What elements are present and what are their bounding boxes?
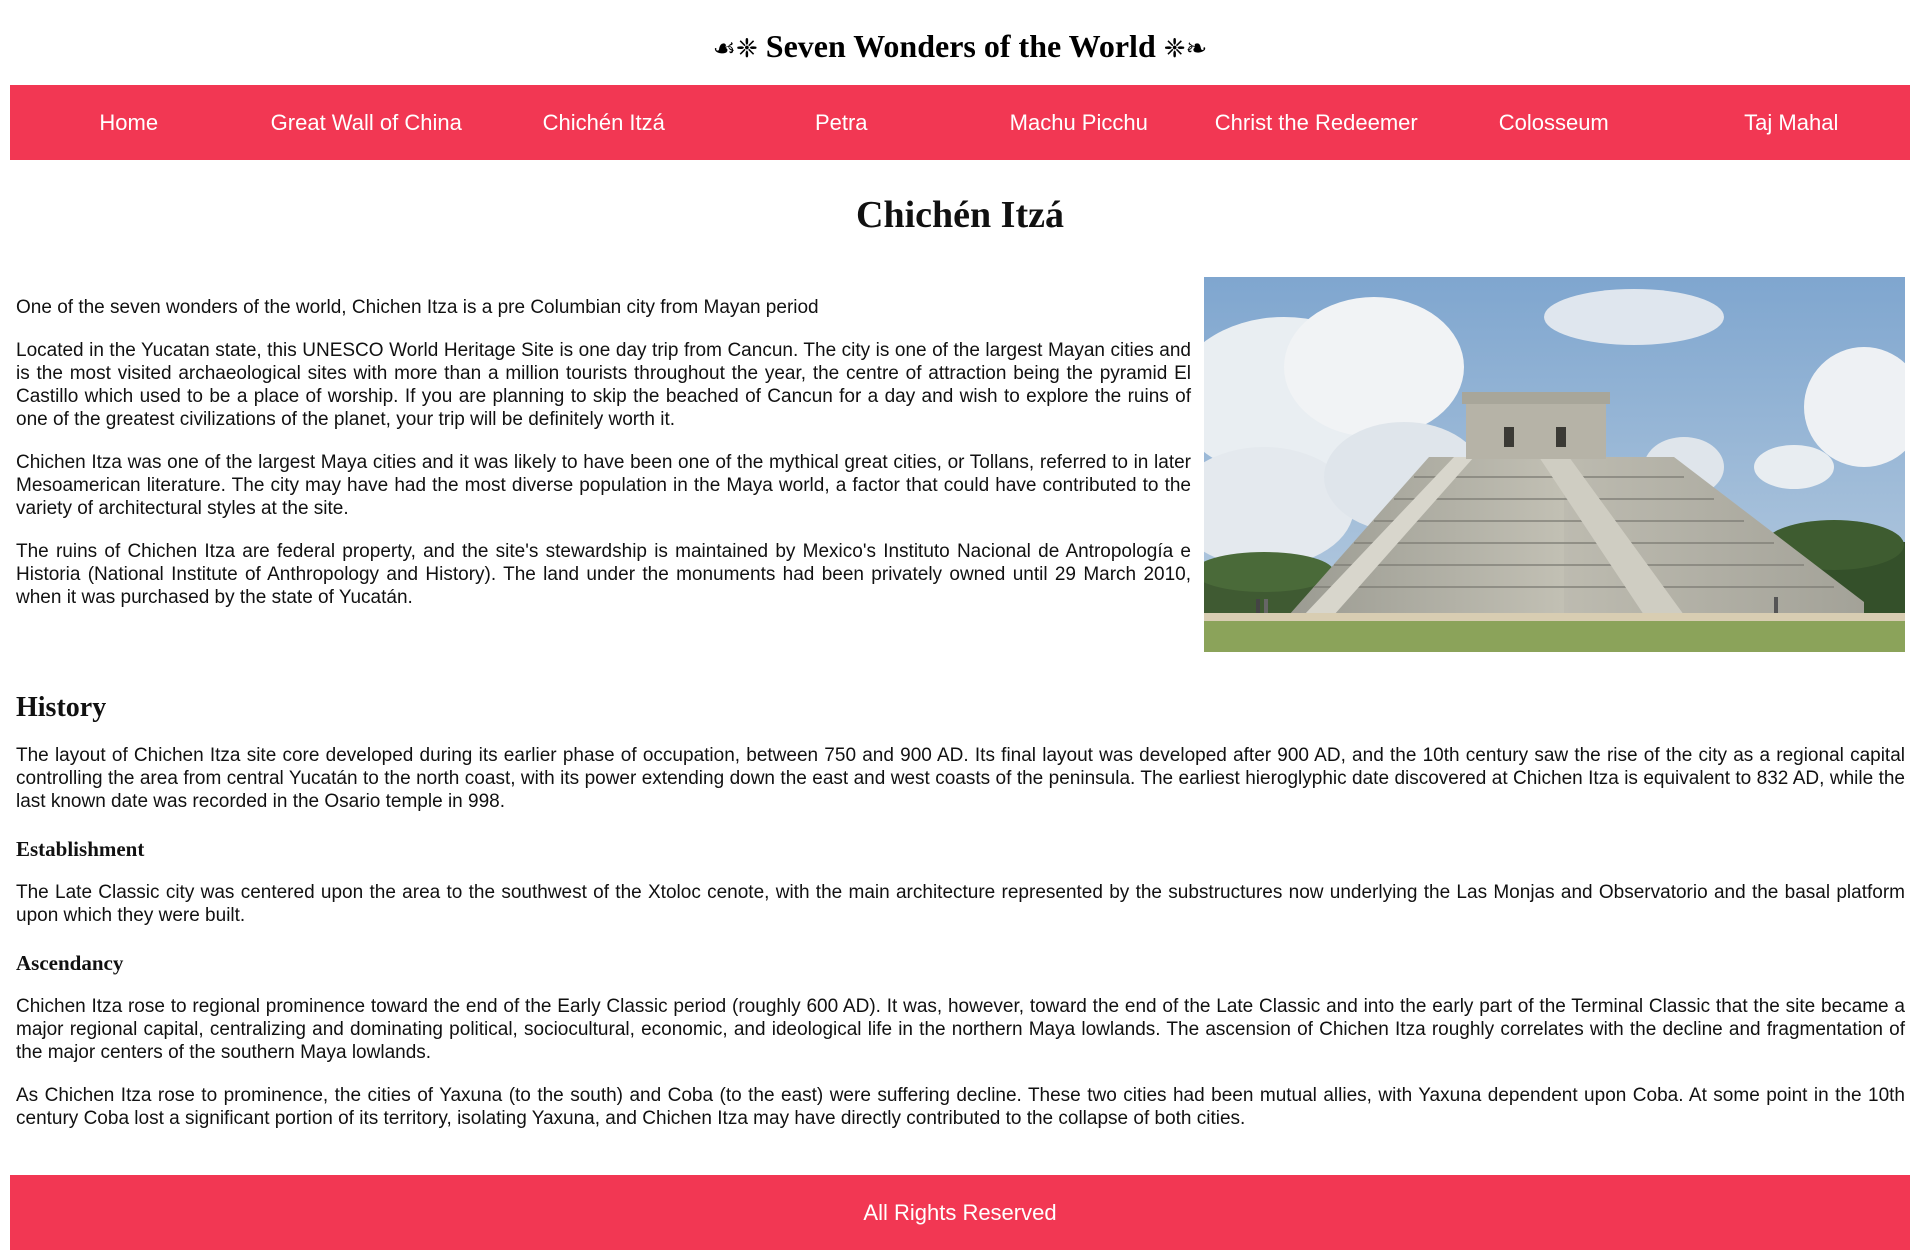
establishment-heading: Establishment [16,837,145,861]
nav-item-petra[interactable]: Petra [814,110,868,135]
site-title [0,22,1920,73]
nav-item-colosseum[interactable]: Colosseum [1498,110,1609,135]
nav-item-christ-the-redeemer[interactable]: Christ the Redeemer [1214,110,1418,135]
intro-paragraph: Located in the Yucatan state, this UNESCO World Heritage Site is one day trip from Cancun. The city is one of the largest Mayan cities and is the most visited archaeological sites with more than a million tourists throughout the year, the centre of attraction being the pyramid El Castillo which used to be a place of worship. If you are planning to skip the beached of Cancun for a day and wish to explore the ruins of one of the greatest civilizations of the planet, your trip will be definitely worth it. [16,340,1191,430]
intro-paragraph: Chichen Itza was one of the largest Maya cities and it was likely to have been one of the mythical great cities, or Tollans, referred to in later Mesoamerican literature. The city may have had the most diverse population in the Maya world, a factor that could have contributed to the variety of architectural styles at the site. [16,452,1191,519]
nav-item-machu-picchu[interactable]: Machu Picchu [1009,110,1148,135]
ornament-right-icon: ❈❧ [1163,34,1208,63]
history-paragraph: The layout of Chichen Itza site core developed during its earlier phase of occupation, between 750 and 900 AD. Its final layout was developed after 900 AD, and the 10th century saw the rise of the city as a regional capital controlling the area from central Yucatán to the north coast, with its power extending down the east and west coasts of the peninsula. The earliest hieroglyphic date discovered at Chichen Itza is equivalent to 832 AD, while the last known date was recorded in the Osario temple in 998. [16,745,1905,812]
history-section [16,690,1905,1150]
ascendancy-heading: Ascendancy [16,951,124,975]
chichen-itza-pyramid-image [1204,277,1905,652]
nav-item-chichen-itza[interactable]: Chichén Itzá [542,110,665,135]
ascendancy-paragraph: As Chichen Itza rose to prominence, the cities of Yaxuna (to the south) and Coba (to the east) were suffering decline. These two cities had been mutual allies, with Yaxuna dependent upon Coba. At some point in the 10th century Coba lost a significant portion of its territory, isolating Yaxuna, and Chichen Itza may have directly contributed to the collapse of both cities. [16,1085,1905,1129]
nav-item-home[interactable]: Home [99,110,159,135]
intro-paragraph: One of the seven wonders of the world, Chichen Itza is a pre Columbian city from Mayan period [16,297,819,318]
main-navigation [10,85,1910,160]
site-title-text: Seven Wonders of the World [765,28,1156,64]
ornament-left-icon: ☙❈ [712,34,758,63]
intro-paragraph: The ruins of Chichen Itza are federal property, and the site's stewardship is maintained by Mexico's Instituto Nacional de Antropología e Historia (National Institute of Anthropology and History). The land under the monuments had been privately owned until 29 March 2010, when it was purchased by the state of Yucatán. [16,541,1191,608]
footer [10,1175,1910,1250]
nav-item-taj-mahal[interactable]: Taj Mahal [1744,110,1839,135]
nav-item-great-wall-of-china[interactable]: Great Wall of China [270,110,462,135]
intro-section [16,296,1191,629]
establishment-paragraph: The Late Classic city was centered upon the area to the southwest of the Xtoloc cenote, with the main architecture represented by the substructures now underlying the Las Monjas and Observatorio and the basal platform upon which they were built. [16,882,1905,926]
ascendancy-paragraph: Chichen Itza rose to regional prominence toward the end of the Early Classic period (roughly 600 AD). It was, however, toward the end of the Late Classic and into the early part of the Terminal Classic that the site became a major regional capital, centralizing and dominating political, sociocultural, economic, and ideological life in the northern Maya lowlands. The ascension of Chichen Itza roughly correlates with the decline and fragmentation of the major centers of the southern Maya lowlands. [16,996,1905,1063]
page-title: Chichén Itzá [856,194,1064,236]
history-heading: History [16,692,107,723]
footer-text: All Rights Reserved [863,1200,1057,1225]
